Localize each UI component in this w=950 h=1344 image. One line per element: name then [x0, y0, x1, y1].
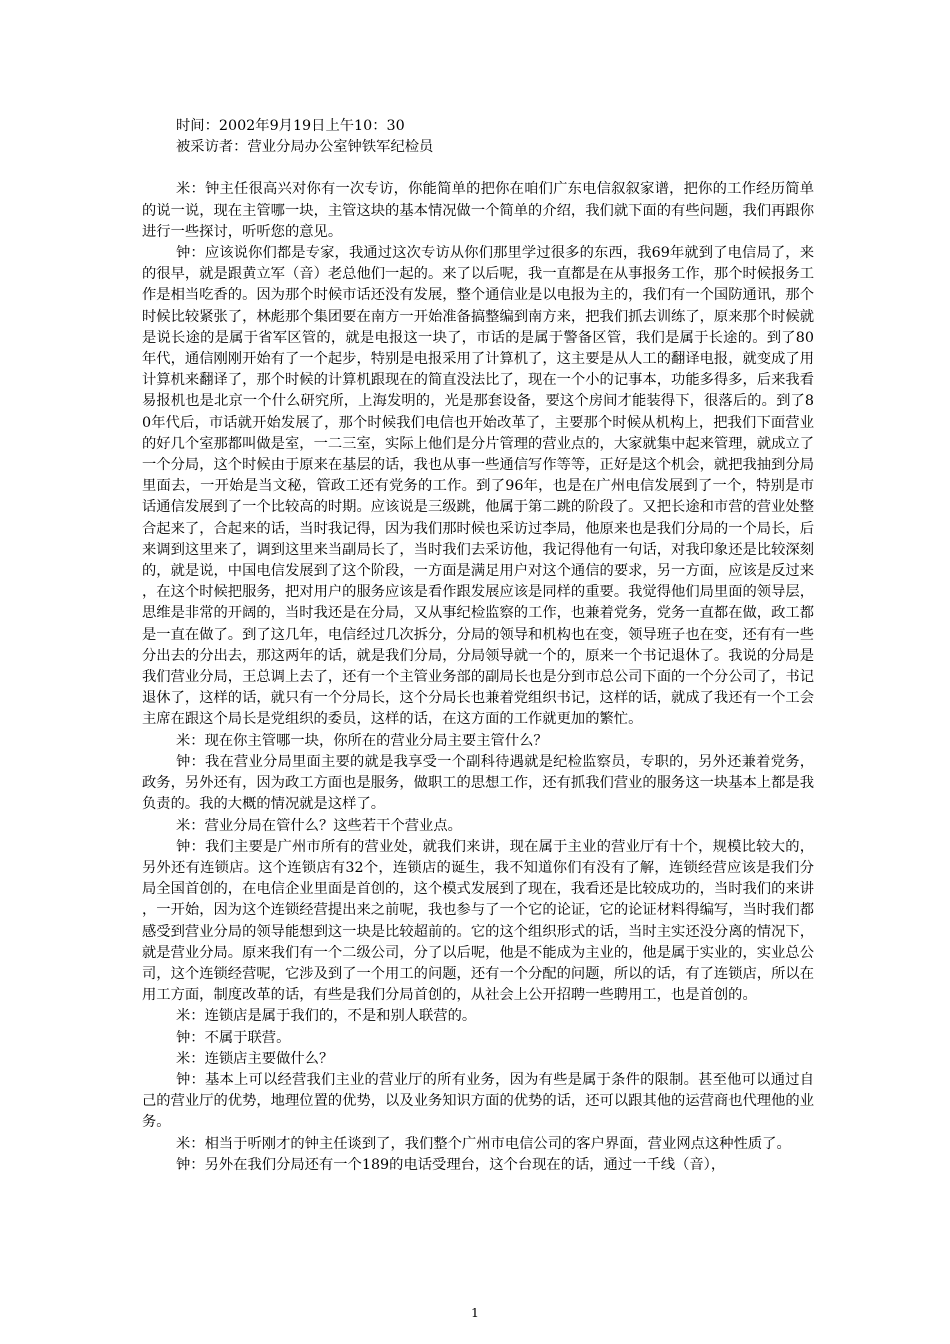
paragraph: 钟：我在营业分局里面主要的就是我享受一个副科待遇就是纪检监察员，专职的，另外还兼着党务，政务，另外还有，因为政工方面也是服务，做职工的思想工作，还有抓我们营业的服务这一块基本上都是我负责的。我的大概的情况就是这样了。 [142, 753, 814, 813]
paragraph: 钟：我们主要是广州市所有的营业处，就我们来讲，现在属于主业的营业厅有十个，规模比较大的，另外还有连锁店。这个连锁店有32个，连锁店的诞生，我不知道你们有没有了解，连锁经营应该是我们分局全国首创的，在电信企业里面是首创的，这个模式发展到了现在，我看还是比较成功的，当时我们的来讲，一开始，因为这个连锁经营提出来之前呢，我也参与了一个它的论证，它的论证材料得编写，当时我们都感受到营业分局的领导能想到这一块是比较超前的。它的这个组织形式的话，当时主实还没分离的情况下，就是营业分局。原来我们有一个二级公司，分了以后呢，他是不能成为主业的，他是属于实业的，实业总公司，这个连锁经营呢，它涉及到了一个用工的问题，还有一个分配的问题，所以的话，有了连锁店，所以在用工方面，制度改革的话，有些是我们分局首创的，从社会上公开招聘一些聘用工，也是首创的。 [142, 838, 814, 1004]
paragraph: 米：连锁店主要做什么？ [176, 1050, 334, 1067]
paragraph: 米：现在你主管哪一块，你所在的营业分局主要主管什么？ [176, 732, 548, 749]
interview-time: 时间：2002年9月19日上午10：30 [176, 118, 405, 134]
page-number: 1 [471, 1305, 479, 1320]
interview-transcript [142, 179, 814, 1176]
paragraph: 钟：基本上可以经营我们主业的营业厅的所有业务，因为有些是属于条件的限制。甚至他可以通过自己的营业厅的优势，地理位置的优势，以及业务知识方面的优势的话，还可以跟其他的运营商也代理他的业务。 [142, 1071, 814, 1131]
paragraph: 钟：另外在我们分局还有一个189的电话受理台，这个台现在的话，通过一千线（音）， [176, 1156, 726, 1173]
blank-line [142, 158, 814, 179]
paragraph: 米：连锁店是属于我们的，不是和别人联营的。 [176, 1008, 477, 1025]
interviewee-info: 被采访者：营业分局办公室钟铁军纪检员 [176, 139, 434, 156]
paragraph: 米：钟主任很高兴对你有一次专访，你能简单的把你在咱们广东电信叙叙家谱，把你的工作经历简单的说一说，现在主管哪一块，主管这块的基本情况做一个简单的介绍，我们就下面的有些问题，我们再跟你进行一些探讨，听听您的意见。 [142, 181, 814, 240]
document-body [142, 116, 814, 1176]
paragraph: 米：营业分局在管什么？这些若干个营业点。 [176, 817, 462, 834]
paragraph: 钟：不属于联营。 [176, 1029, 291, 1046]
paragraph: 米：相当于听刚才的钟主任谈到了，我们整个广州市电信公司的客户界面，营业网点这种性质了。 [176, 1135, 791, 1152]
paragraph: 钟：应该说你们都是专家，我通过这次专访从你们那里学过很多的东西，我69年就到了电信局了，来的很早，就是跟黄立军（音）老总他们一起的。来了以后呢，我一直都是在从事报务工作，那个时候报务工作是相当吃香的。因为那个时候市话还没有发展，整个通信业是以电报为主的，我们有一个国防通讯，那个时候比较紧张了，林彪那个集团要在南方一开始准备搞整编到南方来，把我们抓去训练了，原来那个时候就是说长途的是属于省军区管的，就是电报这一块了，市话的是属于警备区管，我们是属于长途的。到了80年代，通信刚刚开始有了一个起步，特别是电报采用了计算机了，这主要是从人工的翻译电报，就变成了用计算机来翻译了，那个时候的计算机跟现在的简直没法比了，现在一个小的记事本，功能多得多，后来我看易报机也是北京一个什么研究所，上海发明的，光是那套设备，要这个房间才能装得下，很落后的。到了80年代后，市话就开始发展了，那个时候我们电信也开始改革了，主要那个时候从机构上，把我们下面营业的好几个室那都叫做是室，一二三室，实际上他们是分片管理的营业点的，大家就集中起来管理，就成立了一个分局，这个时候由于原来在基层的话，我也从事一些通信写作等等，正好是这个机会，就把我抽到分局里面去，一开始是当文秘，管政工还有党务的工作。到了96年，也是在广州电信发展到了一个，特别是市话通信发展到了一个比较高的时期。应该说是三级跳，他属于第二跳的阶段了。又把长途和市营的营业处整合起来了，合起来的话，当时我记得，因为我们那时候也采访过李局，他原来也是我们分局的一个局长，后来调到这里来了，调到这里来当副局长了，当时我们去采访他，我记得他有一句话，对我印象还是比较深刻的，就是说，中国电信发展到了这个阶段，一方面是满足用户对这个通信的要求，另一方面，应该是反过来，在这个时候把服务，把对用户的服务应该是看作跟发展应该是同样的重要。我觉得他们局里面的领导层，思维是非常的开阔的，当时我还是在分局，又从事纪检监察的工作，也兼着党务，党务一直都在做，政工都是一直在做了。到了这几年，电信经过几次拆分，分局的领导和机构也在变，领导班子也在变，还有有一些分出去的分出去，那这两年的话，就是我们分局，分局领导就一个的，原来一个书记退休了。我说的分局是我们营业分局，王总调上去了，还有一个主管业务部的副局长也是分到市总公司下面的一个分公司了，书记退休了，这样的话，就只有一个分局长，这个分局长也兼着党组织书记，这样的话，就成了我还有一个工会主席在跟这个局长是党组织的委员，这样的话，在这方面的工作就更加的繁忙。 [142, 245, 814, 728]
